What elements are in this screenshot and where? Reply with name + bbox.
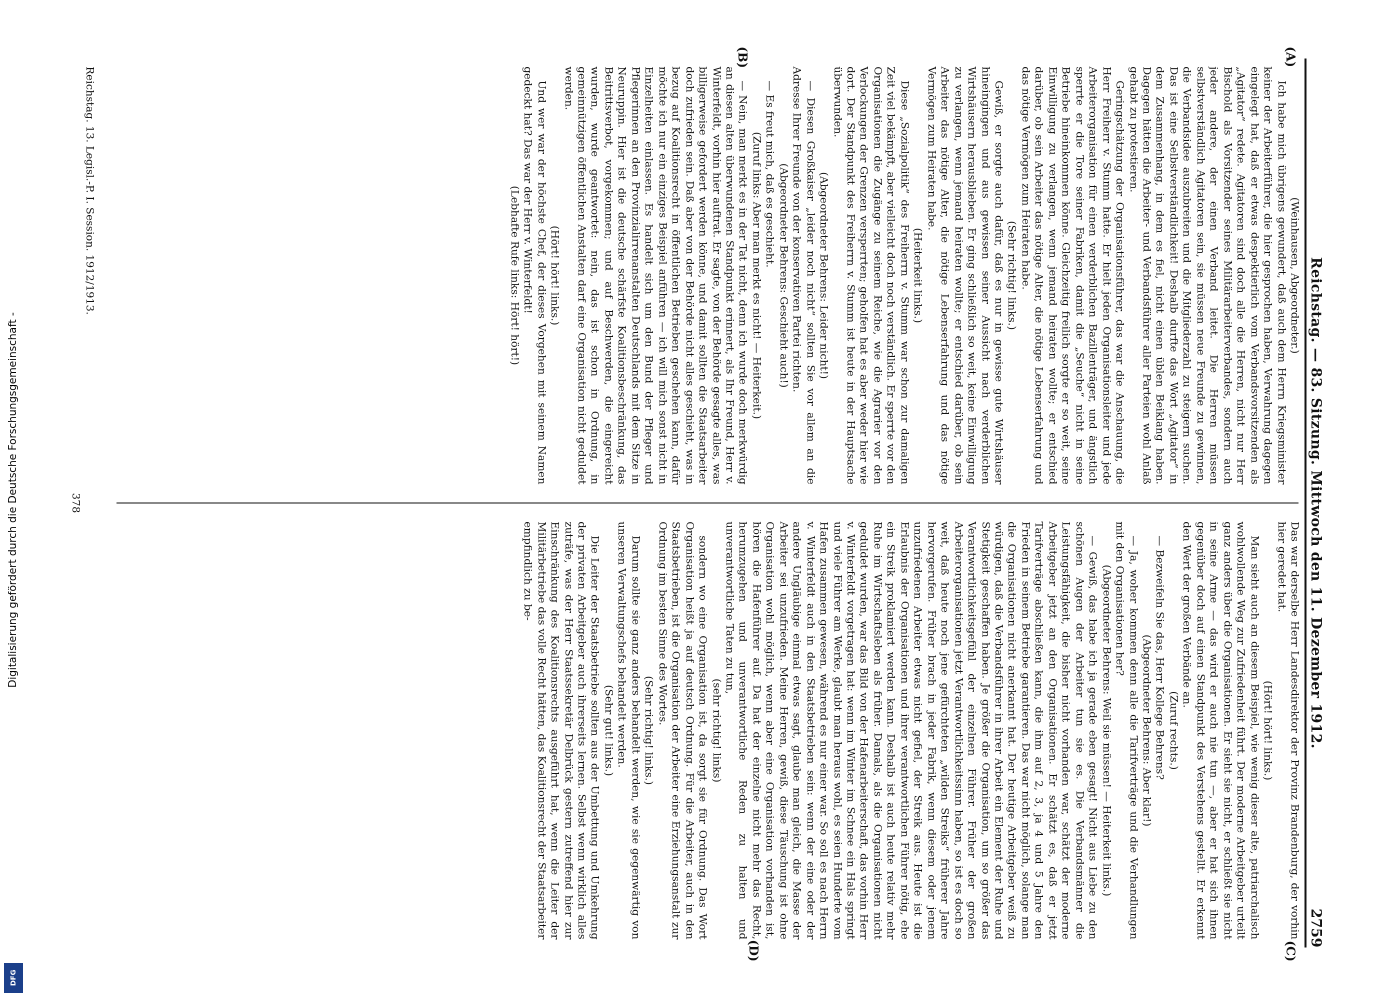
page-header bbox=[1304, 58, 1330, 947]
speech-paragraph: Diese „Sozialpolitik“ des Freiherrn v. Stumm war schon zur damaligen Zeit viel bekämpft, aber vielleicht doch noch verständlich. Er sperrte vor den Organisationen die Zugänge zu seinem Reiche, wie die Agrarier vor den Verlockungen der Grenzen versperrten; geholfen hat es aber weder hier wie dort. Der Standpunkt des Freiherrn v. Stumm ist heute in der Hauptsache überwunden. bbox=[830, 66, 910, 484]
interjection-line: (Abgeordneter Behrens: Leider nicht!) bbox=[817, 171, 830, 379]
speech-paragraph: Ich habe mich übrigens gewundert, daß auch dem Herrn Kriegsminister keiner der Arbeiterführer, die hier gesprochen haben, Verwahrung dagegen eingelegt hat, daß er etwas despektierlich vom Verbandsvorsitzenden als „Agitator“ redete. Agitatoren sind doch alle die Herren, nicht nur Herr Bischold als Vorsitzender seines Militärarbeiterverbandes, sondern auch jeder andere, der einen Verband leitet. Die Herren müssen selbstverständlich Agitatoren sein, sie müssen neue Freunde zu gewinnen, die Verbandsidee auszubreiten und die Mitgliederzahl zu steigern suchen. Das ist eine Selbstverständlichkeit! Deshalb durfte das Wort „Agitator“ in dem Zusammenhang, in dem es fiel, nicht einen üblen Beiklang haben. Dagegen hätten die Arbeiter- und Verbandsführer aller Parteien wohl Anlaß gehabt zu protestieren. bbox=[1126, 66, 1287, 484]
speech-paragraph: Und wer war der höchste Chef, der dieses Vorgehen mit seinem Namen gedeckt hat? Das war der Herr v. Winterfeldt! bbox=[521, 66, 547, 484]
left-text-column bbox=[112, 66, 1300, 484]
footer-page-number: 378 bbox=[69, 492, 82, 513]
speech-paragraph: — Gewiß, das habe ich ja gerade eben gesagt! Nicht aus Liebe zu den schönen Augen der Arbeiter tun sie es. Die Verbandsmänner die Leistungsfähigkeit, die bisher nicht vorhanden war, schätzt der moderne Arbeitgeber jetzt an den Organisationen. Er schätzt es, daß er jetzt Tarifverträge abschließen kann, die ihm auf 2, 3, ja 4 und 5 Jahre den Frieden in seinem Betriebe garantieren. Das war nicht möglich, solange man die Organisationen nicht anerkannt hat. Der heutige Arbeitgeber weiß zu würdigen, daß die Verbandsführer in ihrer Arbeit ein Element der Ruhe und Stetigkeit geschaffen haben. Je größer die Organisation, um so größer das Verantwortlichkeitsgefühl der einzelnen Führer. Früher der großen Arbeiterorganisationen jetzt Verantwortlichkeitssinn haben, so ist es doch so weit, daß heute noch jene gefürchteten „wilden Streiks“ früherer Jahre hervorgerufen. Früher brach in jeder Fabrik, wenn diesem oder jenem unzufriedenen Arbeiter etwas nicht gefiel, der Streik aus. Heute ist die Erlaubnis der Organisationen und ihrer verantwortlichen Führer nötig, ehe ein Streik proklamiert werden kann. Deshalb ist auch heute relativ mehr Ruhe im Wirtschaftsleben als früher. Damals, als die Organisationen nicht geduldet wurden, war das Bild von der Hafenarbeiterschaft, das vorhin Herr v. Winterfeldt vorgetragen hat: wenn im Winter im Schnee ein Hals springt und viele Führer am Werke, glaubt man heraus wohl, es seien Hunderte vom Hafen zusammen gewesen, während es nur einer war. So soll es nach Herrn v. Winterfeldt auch in den Staatsbetrieben sein: wenn der eine oder der andere Ungläubige einmal etwas sagt, glaube man gleich, die Masse der Arbeiter sei unzufrieden. Meine Herren, gewiß, diese Täuschung ist ohne Organisation wohl möglich, wenn aber eine Organisation vorhanden ist, hören die Hafenführer auf. Da hat der einzelne nicht mehr das Recht, herumzugehen und unverantwortliche Reden zu halten und unverantwortliche Taten zu tun, bbox=[722, 521, 1099, 939]
interjection-line: (Heiterkeit links.) bbox=[911, 227, 924, 323]
speech-paragraph: — Diesen Großkaiser „leider noch nicht“ sollten Sie vor allem an die Adresse Ihrer Freunde von der konservativen Partei richten. bbox=[790, 66, 816, 484]
interjection-line: (Hört! hört! links.) bbox=[1261, 680, 1274, 780]
speech-paragraph: Darum sollte sie ganz anders behandelt werden, wie sie gegenwärtig von unseren Verwaltungschefs behandelt werden. bbox=[615, 521, 641, 939]
dfg-logo-icon: DFG bbox=[4, 963, 23, 993]
digitization-credit-strip bbox=[0, 0, 26, 1000]
interjection-line: (Abgeordneter Behrens: Aber klar!) bbox=[1140, 633, 1153, 826]
interjection-line: (Abgeordneter Behrens: Geschieht auch!) bbox=[776, 162, 789, 388]
page-footer bbox=[69, 66, 98, 939]
speech-paragraph: — Ja, woher kommen denn alle die Tarifverträge und die Verhandlungen mit den Organisationen her? bbox=[1113, 521, 1139, 939]
interjection-line: (sehr richtig! links) bbox=[709, 678, 722, 782]
speech-paragraph: Gewiß, er sorgte auch dafür, daß es nur in gewisse gute Wirtshäuser hineingingen und aus gewissen seiner Aussicht nach verderblichen Wirtshäusern herausblieben. Er ging schließlich so weit, keine Einwilligung zu verlangen, wenn jemand heiraten wollte; er entschied darüber, ob sein Arbeiter das nötige Alter, die nötige Lebenserfahrung und das nötige Vermögen zum Heiraten habe. bbox=[924, 66, 1005, 484]
right-text-column bbox=[112, 521, 1300, 939]
rotated-sheet-frame bbox=[64, 40, 1334, 965]
source-citation: Reichstag. 13. Legisl.-P. I. Session. 1912/1913. bbox=[83, 66, 96, 315]
margin-marker-c: (C) bbox=[1283, 940, 1297, 961]
speech-paragraph: sondern wo eine Organisation ist, da sorgt sie für Ordnung. Das Wort Organisation heißt ja auf deutsch Ordnung. Für die Arbeiter, auch in den Staatsbetrieben, ist die Organisation der Arbeiter eine Erziehungsanstalt zur Ordnung im besten Sinne des Wortes. bbox=[655, 521, 709, 939]
interjection-line: (Lebhafte Rufe links: Hört! hört!) bbox=[507, 185, 520, 365]
digitization-credit-label: Digitalisierung gefördert durch die Deutsche Forschungsgemeinschaft - bbox=[7, 312, 19, 688]
speech-paragraph: Geringschätzung der Organisationsführer, das war die Anschauung, die Herr Freiherr v. Stumm hatte. Er hielt jeden Organisationsleiter und jede Arbeiterorganisation für einen verderblichen Bazillenträger, und ängstlich sperrte er die Tore seiner Fabriken, damit die „Seuche“ nicht in seine Betriebe hineinkommen könne. Gleichzeitig freilich sorgte er so weit, seine Einwilligung zu verlangen, wenn jemand heiraten wollte; er entschied darüber, ob sein Arbeiter das nötige Alter, die nötige Lebenserfahrung und das nötige Vermögen zum Heiraten habe. bbox=[1018, 66, 1126, 484]
margin-marker-a: (A) bbox=[1283, 46, 1297, 67]
speech-paragraph: Die Leiter der Staatsbetriebe sollten aus der Umbettung und Umkehrung der privaten Arbeitgeber auch ihrerseits lernen. Selbst wenn wirklich alles zuträfe, was der Herr Staatssekretär Delbrück gestern zutreffend hier zur Einschränkung des Koalitionsrechts ausgeführt hat, wenn die Leiter der Militärbetriebe das volle Recht hätten, das Koalitionsrecht der Staatsarbeiter empfindlich zu be- bbox=[521, 521, 601, 939]
speech-paragraph: — Bezweifeln Sie das, Herr Kollege Behrens? bbox=[1153, 535, 1166, 780]
page-title: Reichstag. — 83. Sitzung. Mittwoch den 11. Dezember 1912. bbox=[1307, 256, 1324, 749]
interjection-line: (Weinhausen, Abgeordneter.) bbox=[1288, 196, 1300, 354]
column-divider bbox=[116, 502, 1298, 503]
header-page-number: 2759 bbox=[1307, 908, 1324, 947]
interjection-line: (Sehr richtig! links.) bbox=[642, 675, 655, 785]
margin-marker-b: (B) bbox=[735, 46, 749, 68]
document-sheet bbox=[64, 40, 1334, 965]
speech-paragraph: — Es freut mich, daß es geschieht. bbox=[763, 80, 776, 268]
interjection-line: (Sehr gut! links.) bbox=[601, 684, 614, 776]
interjection-line: (Zuruf rechts.) bbox=[1166, 690, 1179, 770]
interjection-line: (Zuruf links: Aber man merkt es nicht! — Heiterkeit.) bbox=[749, 131, 762, 419]
interjection-line: (Abgeordneter Behrens: Weil sie müssen! — Heiterkeit links.) bbox=[1099, 564, 1112, 896]
speech-paragraph: Man sieht auch an diesem Beispiel, wie wenig dieser alte, patriarchalisch wohlwollende Weg zur Zufriedenheit führt. Der moderne Arbeitgeber urteilt ganz anders über die Organisationen. Er sieht sie nicht, er schließt sie nicht in seine Arme — das wird er auch nie tun —, aber er hat sich ihnen gegenüber doch auf einen Standpunkt des Verstehens gestellt. Er erkennt den Wert der großen Verbände an. bbox=[1180, 521, 1260, 939]
speech-paragraph: Das war derselbe Herr Landesdirektor der Provinz Brandenburg, der vorhin hier geredet hat. bbox=[1274, 521, 1300, 939]
speech-paragraph: — Nein, man merkt es in der Tat nicht, denn ich wurde doch merkwürdig an diesen alten überwundenen Standpunkt erinnert, als Ihr Freund, Herr v. Winterfeldt, vorhin hier auftrat. Er sagte, von der Behörde gesagte alles, was billigerweise gefordert werden könne, und damit sollten die Staatsarbeiter doch zufrieden sein. Daß aber von der Behörde nicht alles geschieht, was in bezug auf Koalitionsrecht in öffentlichen Betrieben geschehen kann, dafür möchte ich nur ein einziges Beispiel anführen — ich will mich sonst nicht in Einzelheiten einlassen. Es handelt sich um den Bund der Pfleger und Pflegerinnen an den Provinzialirrenanstalten Deutschlands mit dem Sitze in Neuruppin. Hier ist die deutsche schärfste Koalitionsbeschränkung, das Beitrittsverbot, vorgekommen; und auf Beschwerden, die eingereicht wurden, wurde geantwortet: nein, das ist schon in Ordnung, in gemeinnützigen öffentlichen Anstalten darf eine Organisation nicht geduldet werden. bbox=[561, 66, 749, 484]
margin-marker-d: (D) bbox=[746, 939, 760, 961]
interjection-line: (Sehr richtig! links.) bbox=[1005, 220, 1018, 330]
interjection-line: (Hört! hört! links.) bbox=[548, 225, 561, 325]
